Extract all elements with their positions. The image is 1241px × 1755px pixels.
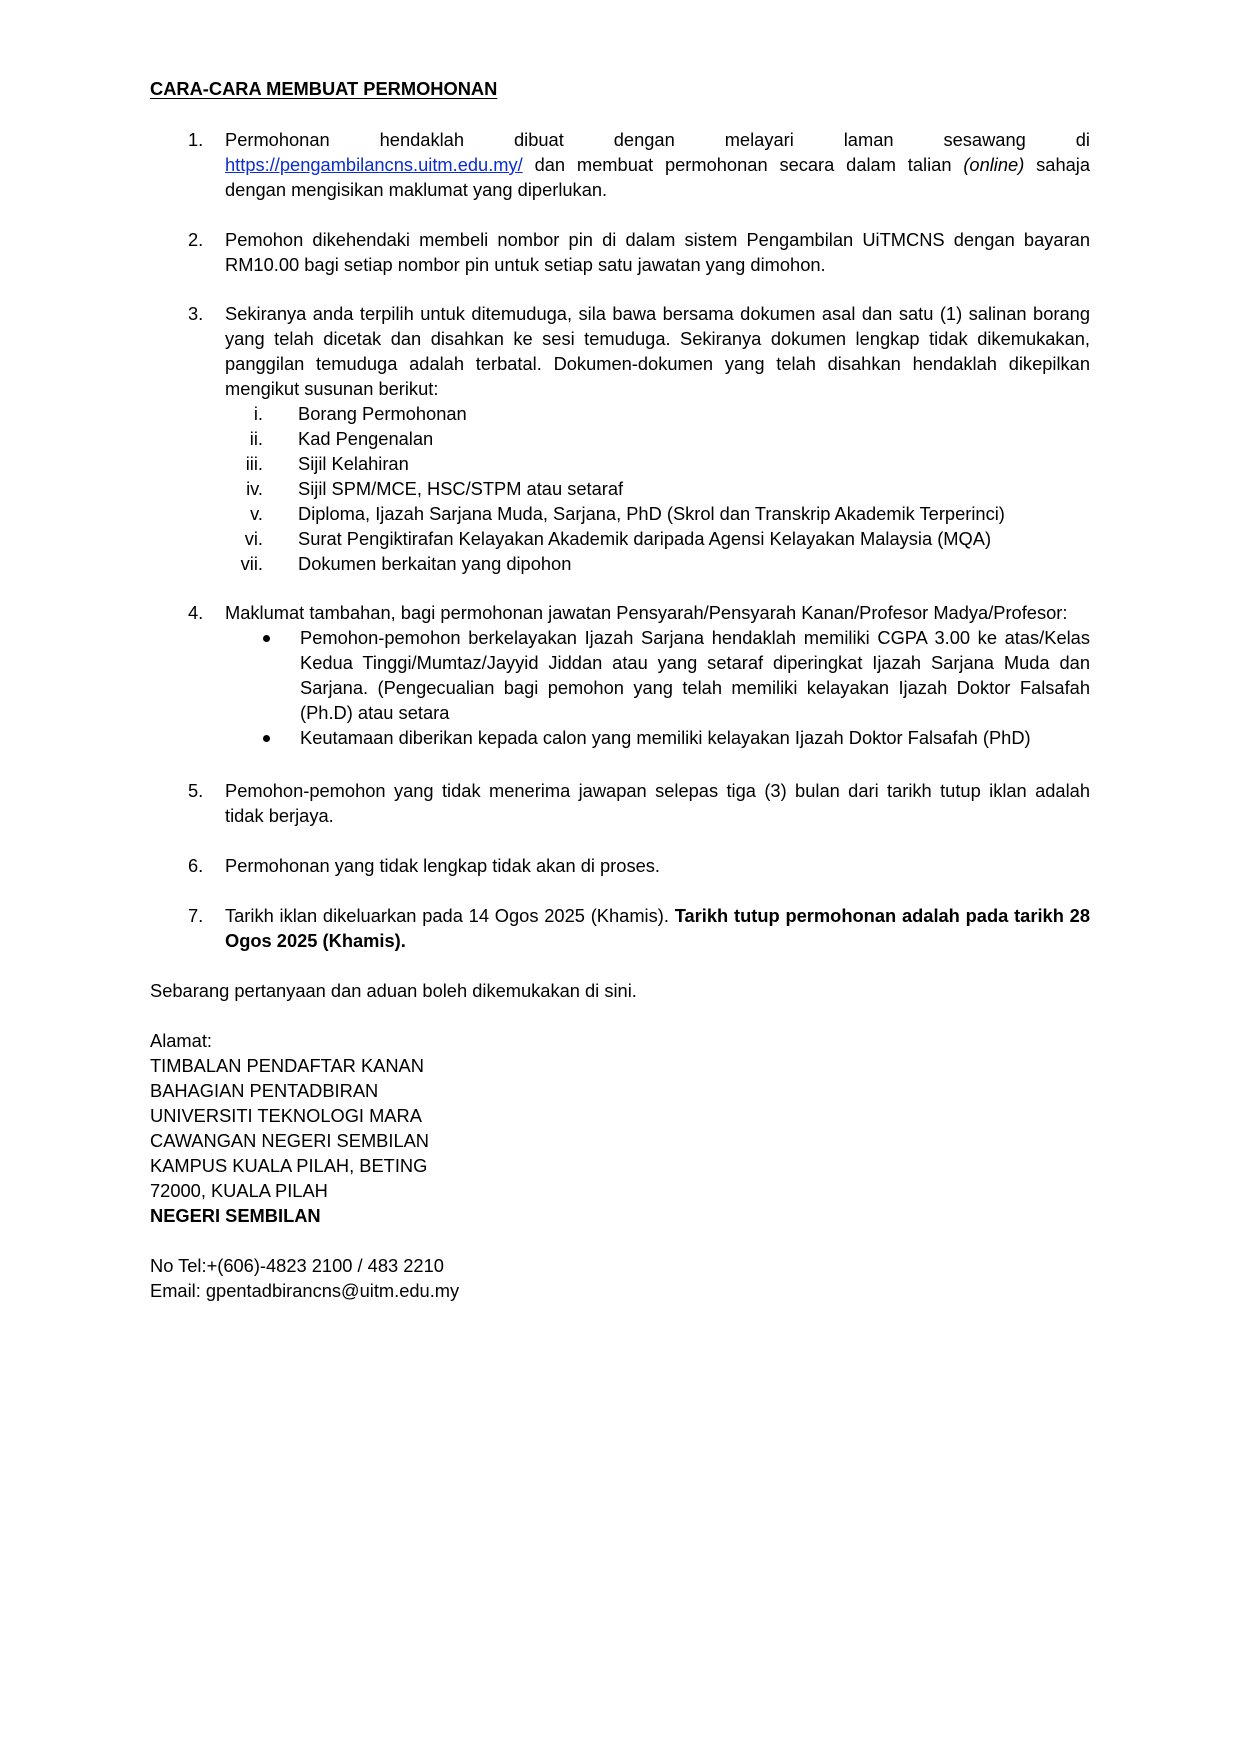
address-line: TIMBALAN PENDAFTAR KANAN bbox=[150, 1055, 424, 1076]
list-item-5 bbox=[150, 778, 1090, 828]
checklist-item bbox=[150, 476, 1090, 501]
roman-numeral: iv. bbox=[246, 478, 263, 499]
item-text: Permohonan yang tidak lengkap tidak akan di proses. bbox=[225, 855, 660, 876]
bullet-item bbox=[150, 625, 1090, 725]
address-line: BAHAGIAN PENTADBIRAN bbox=[150, 1080, 379, 1101]
bullet-text: Keutamaan diberikan kepada calon yang memiliki kelayakan Ijazah Doktor Falsafah (PhD) bbox=[300, 727, 1031, 748]
roman-numeral: i. bbox=[253, 403, 263, 424]
bullet-icon bbox=[263, 735, 270, 742]
item-text: Sekiranya anda terpilih untuk ditemuduga, sila bawa bersama dokumen asal dan satu (1) salinan borang yang telah dicetak dan disahkan ke sesi temuduga. Sekiranya dokumen lengkap tidak dikemukakan, panggilan temuduga adalah terbatal. Dokumen-dokumen yang telah disahkan hendaklah dikepilkan mengikut susunan berikut: bbox=[225, 303, 1090, 399]
checklist-item bbox=[150, 501, 1090, 526]
document-checklist bbox=[150, 401, 1090, 576]
item-number: 1. bbox=[188, 129, 204, 150]
enquiry-text: Sebarang pertanyaan dan aduan boleh dikemukakan di sini. bbox=[150, 980, 637, 1001]
closing-date-text: Tarikh tutup permohonan adalah pada tarikh 28 Ogos 2025 (Khamis). bbox=[225, 905, 1090, 951]
item-number: 7. bbox=[188, 905, 204, 926]
checklist-text: Sijil Kelahiran bbox=[298, 453, 409, 474]
additional-info-bullets bbox=[150, 625, 1090, 750]
address-line: KAMPUS KUALA PILAH, BETING bbox=[150, 1155, 428, 1176]
list-item-2 bbox=[150, 227, 1090, 277]
checklist-text: Kad Pengenalan bbox=[298, 428, 434, 449]
bullet-text: Pemohon-pemohon berkelayakan Ijazah Sarjana hendaklah memiliki CGPA 3.00 ke atas/Kelas Kedua Tinggi/Mumtaz/Jayyid Jiddan atau yang setaraf diperingkat Ijazah Sarjana Muda dan Sarjana. (Pengecualian bagi pemohon yang telah memiliki kelayakan Ijazah Doktor Falsafah (Ph.D) atau setara bbox=[300, 627, 1090, 723]
address-state: NEGERI SEMBILAN bbox=[150, 1205, 321, 1226]
phone-number: No Tel:+(606)-4823 2100 / 483 2210 bbox=[150, 1255, 444, 1276]
application-website-link[interactable]: https://pengambilancns.uitm.edu.my/ bbox=[225, 154, 523, 175]
checklist-text: Surat Pengiktirafan Kelayakan Akademik daripada Agensi Kelayakan Malaysia (MQA) bbox=[298, 528, 992, 549]
roman-numeral: vi. bbox=[244, 528, 263, 549]
item-text-line: Permohonan hendaklah dibuat dengan melayari laman sesawang di bbox=[225, 129, 1090, 150]
item-number: 6. bbox=[188, 855, 204, 876]
bullet-icon bbox=[263, 635, 270, 642]
roman-numeral: ii. bbox=[249, 428, 263, 449]
address-block bbox=[150, 1028, 1090, 1228]
list-item-1 bbox=[150, 127, 1090, 202]
checklist-text: Dokumen berkaitan yang dipohon bbox=[298, 553, 572, 574]
list-item-4 bbox=[150, 600, 1090, 750]
page-title: CARA-CARA MEMBUAT PERMOHONAN bbox=[150, 78, 498, 99]
item-number: 3. bbox=[188, 303, 204, 324]
list-item-3 bbox=[150, 301, 1090, 576]
item-text: dan membuat permohonan secara dalam talian bbox=[522, 154, 964, 175]
bullet-item bbox=[150, 725, 1090, 750]
address-line: CAWANGAN NEGERI SEMBILAN bbox=[150, 1130, 430, 1151]
checklist-item bbox=[150, 526, 1090, 551]
address-line: 72000, KUALA PILAH bbox=[150, 1180, 328, 1201]
checklist-item bbox=[150, 451, 1090, 476]
checklist-item bbox=[150, 401, 1090, 426]
roman-numeral: iii. bbox=[245, 453, 263, 474]
checklist-text: Diploma, Ijazah Sarjana Muda, Sarjana, PhD (Skrol dan Transkrip Akademik Terperinci) bbox=[298, 503, 1005, 524]
item-text-italic: (online) bbox=[963, 154, 1025, 175]
address-line: UNIVERSITI TEKNOLOGI MARA bbox=[150, 1105, 422, 1126]
list-item-6 bbox=[150, 853, 1090, 878]
item-text: sahaja dengan mengisikan maklumat yang diperlukan. bbox=[225, 154, 1091, 200]
item-text: Tarikh iklan dikeluarkan pada 14 Ogos 2025 (Khamis). bbox=[225, 905, 675, 926]
checklist-text: Sijil SPM/MCE, HSC/STPM atau setaraf bbox=[298, 478, 624, 499]
checklist-item bbox=[150, 426, 1090, 451]
item-number: 5. bbox=[188, 780, 204, 801]
roman-numeral: vii. bbox=[240, 553, 263, 574]
list-item-7 bbox=[150, 903, 1090, 953]
item-number: 2. bbox=[188, 229, 204, 250]
email-address: Email: gpentadbirancns@uitm.edu.my bbox=[150, 1280, 460, 1301]
checklist-text: Borang Permohonan bbox=[298, 403, 467, 424]
address-label: Alamat: bbox=[150, 1030, 212, 1051]
roman-numeral: v. bbox=[250, 503, 263, 524]
checklist-item bbox=[150, 551, 1090, 576]
item-text: Maklumat tambahan, bagi permohonan jawatan Pensyarah/Pensyarah Kanan/Profesor Madya/Profesor: bbox=[225, 602, 1068, 623]
item-text: Pemohon-pemohon yang tidak menerima jawapan selepas tiga (3) bulan dari tarikh tutup iklan adalah tidak berjaya. bbox=[225, 780, 1090, 826]
item-text: Pemohon dikehendaki membeli nombor pin di dalam sistem Pengambilan UiTMCNS dengan bayaran RM10.00 bagi setiap nombor pin untuk setiap satu jawatan yang dimohon. bbox=[225, 229, 1090, 275]
item-number: 4. bbox=[188, 602, 204, 623]
contact-block bbox=[150, 1253, 1090, 1303]
